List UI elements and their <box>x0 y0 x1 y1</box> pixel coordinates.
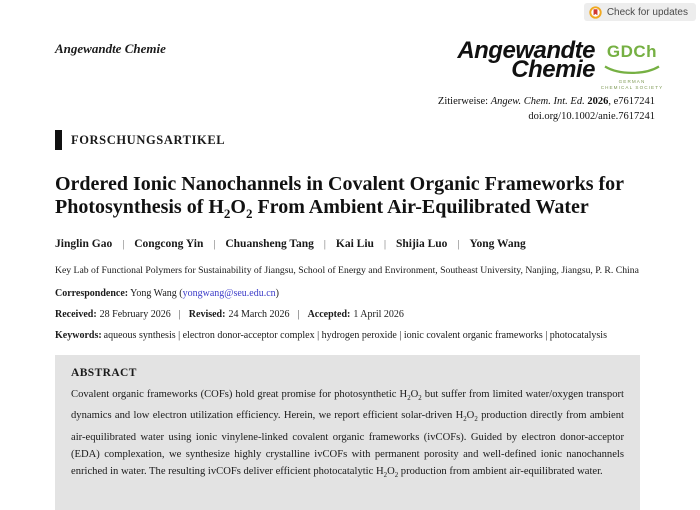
logo-line1: Angewandte <box>457 37 595 64</box>
correspondence-line <box>55 288 640 299</box>
received-label: Received: <box>55 309 97 320</box>
gdch-society-line1: GERMAN <box>618 79 646 84</box>
gdch-acronym: GDCh <box>606 42 658 61</box>
citation-line <box>438 94 655 109</box>
revised-label: Revised: <box>188 309 226 320</box>
keywords-line <box>55 330 640 341</box>
article-title: Ordered Ionic Nanochannels in Covalent Organic Frameworks for Photosynthesis of $H_2O_2$ From Ambient Air-Equilibrated Water <box>55 173 624 221</box>
logo-line2: Chemie <box>511 56 595 83</box>
crossmark-icon <box>589 6 602 19</box>
section-label: FORSCHUNGSARTIKEL <box>71 132 226 147</box>
running-head: Angewandte Chemie <box>55 41 166 56</box>
accepted-date: 1 April 2026 <box>353 309 404 320</box>
journal-logo <box>457 37 595 83</box>
author-separator: | <box>383 238 386 250</box>
correspondence-email-link[interactable]: yongwang@seu.edu.cn <box>182 288 276 299</box>
author-name: Jinglin Gao <box>55 238 113 250</box>
section-heading <box>55 130 640 150</box>
gdch-society-line2: CHEMICAL SOCIETY <box>600 85 664 90</box>
citation-block <box>438 94 655 124</box>
citation-article-id: , e7617241 <box>608 96 655 107</box>
author-separator: | <box>323 238 326 250</box>
section-bar <box>55 130 62 150</box>
article-history <box>55 309 640 320</box>
author-separator: | <box>122 238 125 250</box>
correspondence-label: Correspondence: <box>55 288 129 299</box>
citation-journal: Angew. Chem. Int. Ed. <box>490 96 585 107</box>
correspondence-name: Yong Wang ( <box>130 288 183 299</box>
history-separator: | <box>297 309 300 320</box>
check-for-updates-label: Check for updates <box>606 6 688 18</box>
citation-year: 2026 <box>587 96 609 107</box>
author-separator: | <box>457 238 460 250</box>
author-name: Shijia Luo <box>395 238 448 250</box>
revised-date: 24 March 2026 <box>228 309 290 320</box>
author-name: Congcong Yin <box>134 238 204 250</box>
keywords-text: aqueous synthesis | electron donor-acceptor complex | hydrogen peroxide | ionic covalent organic frameworks | photocatalysis <box>103 330 607 341</box>
affiliation: Key Lab of Functional Polymers for Sustainability of Jiangsu, School of Energy and Environment, Southeast University, Nanjing, Jiangsu, P. R. China <box>55 265 639 276</box>
accepted-label: Accepted: <box>307 309 351 320</box>
citation-prefix: Zitierweise: <box>437 96 491 107</box>
article-content <box>55 130 640 510</box>
author-list <box>55 238 640 250</box>
correspondence-suffix: ) <box>275 288 280 299</box>
check-for-updates-button[interactable] <box>584 3 696 21</box>
history-separator: | <box>178 309 181 320</box>
abstract-text: Covalent organic frameworks (COFs) hold great promise for photosynthetic $H_2O_2$ but suffer from limited water/oxygen transport dynamics and low electron utilization efficiency. Herein, we report efficient solar-driven $H_2O_2$ production directly from ambient air-equilibrated water using ionic vinylene-linked covalent organic frameworks (ivCOFs). Guided by electron donor-acceptor (EDA) complexation, we synthesize highly crystalline ivCOFs with permanent porosity and well-defined ionic nanochannels enriched in water. The resulting ivCOFs deliver efficient photocatalytic $H_2O_2$ production from ambient air-equilibrated water. <box>71 389 624 480</box>
author-name: Yong Wang <box>469 238 526 250</box>
gdch-swoosh-icon <box>603 61 661 79</box>
gdch-logo <box>600 44 664 91</box>
author-name: Kai Liu <box>335 238 374 250</box>
abstract-heading: ABSTRACT <box>71 367 137 379</box>
doi-text: doi.org/10.1002/anie.7617241 <box>528 111 655 122</box>
author-name: Chuansheng Tang <box>225 238 314 250</box>
keywords-label: Keywords: <box>55 330 102 341</box>
abstract-box <box>55 355 640 510</box>
received-date: 28 February 2026 <box>99 309 171 320</box>
author-separator: | <box>213 238 216 250</box>
